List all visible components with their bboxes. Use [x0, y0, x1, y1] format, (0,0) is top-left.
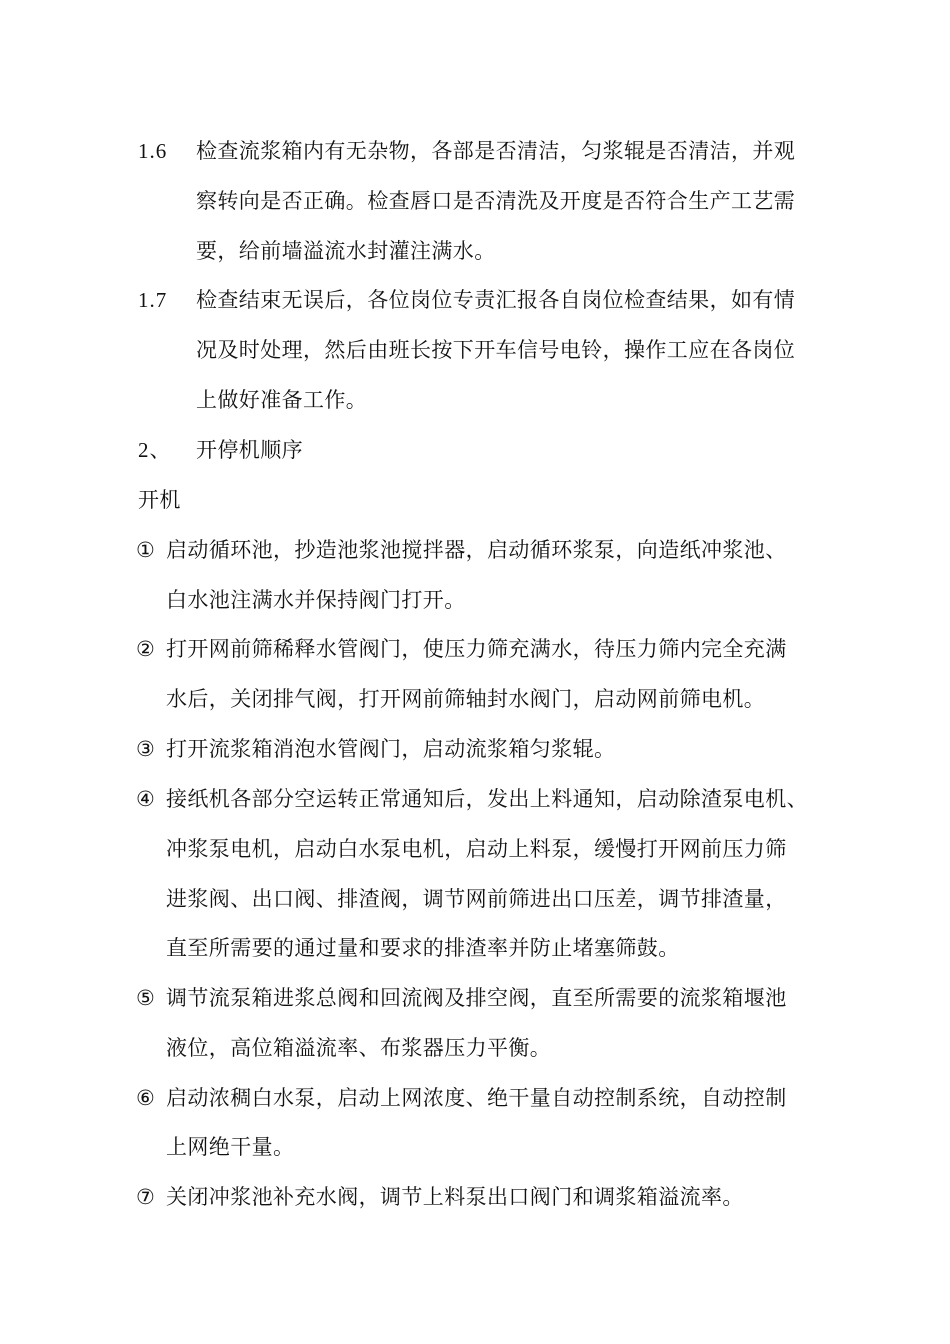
step-line: 直至所需要的通过量和要求的排渣率并防止堵塞筛鼓。	[166, 936, 680, 960]
step-marker: ④	[136, 787, 156, 811]
step-line: 接纸机各部分空运转正常通知后，发出上料通知，启动除渣泵电机、	[166, 787, 808, 811]
step-line: 启动浓稠白水泵，启动上网浓度、绝干量自动控制系统，自动控制	[166, 1086, 787, 1110]
step-marker: ⑦	[136, 1185, 156, 1209]
paragraph-line: 况及时处理，然后由班长按下开车信号电铃，操作工应在各岗位	[196, 338, 796, 362]
step-marker: ⑥	[136, 1086, 156, 1110]
step-line: 打开网前筛稀释水管阀门，使压力筛充满水，待压力筛内完全充满	[166, 637, 787, 661]
step-marker: ③	[136, 737, 156, 761]
step-line: 白水池注满水并保持阀门打开。	[166, 588, 466, 612]
step-line: 水后，关闭排气阀，打开网前筛轴封水阀门，启动网前筛电机。	[166, 687, 766, 711]
paragraph-line: 察转向是否正确。检查唇口是否清洗及开度是否符合生产工艺需	[196, 189, 796, 213]
paragraph-line: 上做好准备工作。	[196, 388, 368, 412]
step-line: 液位，高位箱溢流率、布浆器压力平衡。	[166, 1036, 552, 1060]
section-title: 开停机顺序	[196, 438, 303, 462]
step-line: 冲浆泵电机，启动白水泵电机，启动上料泵，缓慢打开网前压力筛	[166, 837, 787, 861]
step-line: 调节流泵箱进浆总阀和回流阀及排空阀，直至所需要的流浆箱堰池	[166, 986, 787, 1010]
paragraph-line: 检查流浆箱内有无杂物，各部是否清洁，匀浆辊是否清洁，并观	[196, 139, 796, 163]
section-number: 1.6	[138, 139, 168, 163]
step-line: 进浆阀、出口阀、排渣阀，调节网前筛进出口压差，调节排渣量，	[166, 887, 787, 911]
step-marker: ①	[136, 538, 156, 562]
paragraph-line: 检查结束无误后，各位岗位专责汇报各自岗位检查结果，如有情	[196, 288, 796, 312]
step-marker: ⑤	[136, 986, 156, 1010]
step-line: 打开流浆箱消泡水管阀门，启动流浆箱匀浆辊。	[166, 737, 616, 761]
step-line: 关闭冲浆池补充水阀，调节上料泵出口阀门和调浆箱溢流率。	[166, 1185, 744, 1209]
section-number: 1.7	[138, 288, 168, 312]
paragraph-line: 要，给前墙溢流水封灌注满水。	[196, 239, 496, 263]
step-line: 启动循环池，抄造池浆池搅拌器，启动循环浆泵，向造纸冲浆池、	[166, 538, 787, 562]
subsection-heading: 开机	[138, 488, 181, 512]
step-line: 上网绝干量。	[166, 1135, 295, 1159]
section-number: 2、	[138, 438, 172, 462]
step-marker: ②	[136, 637, 156, 661]
